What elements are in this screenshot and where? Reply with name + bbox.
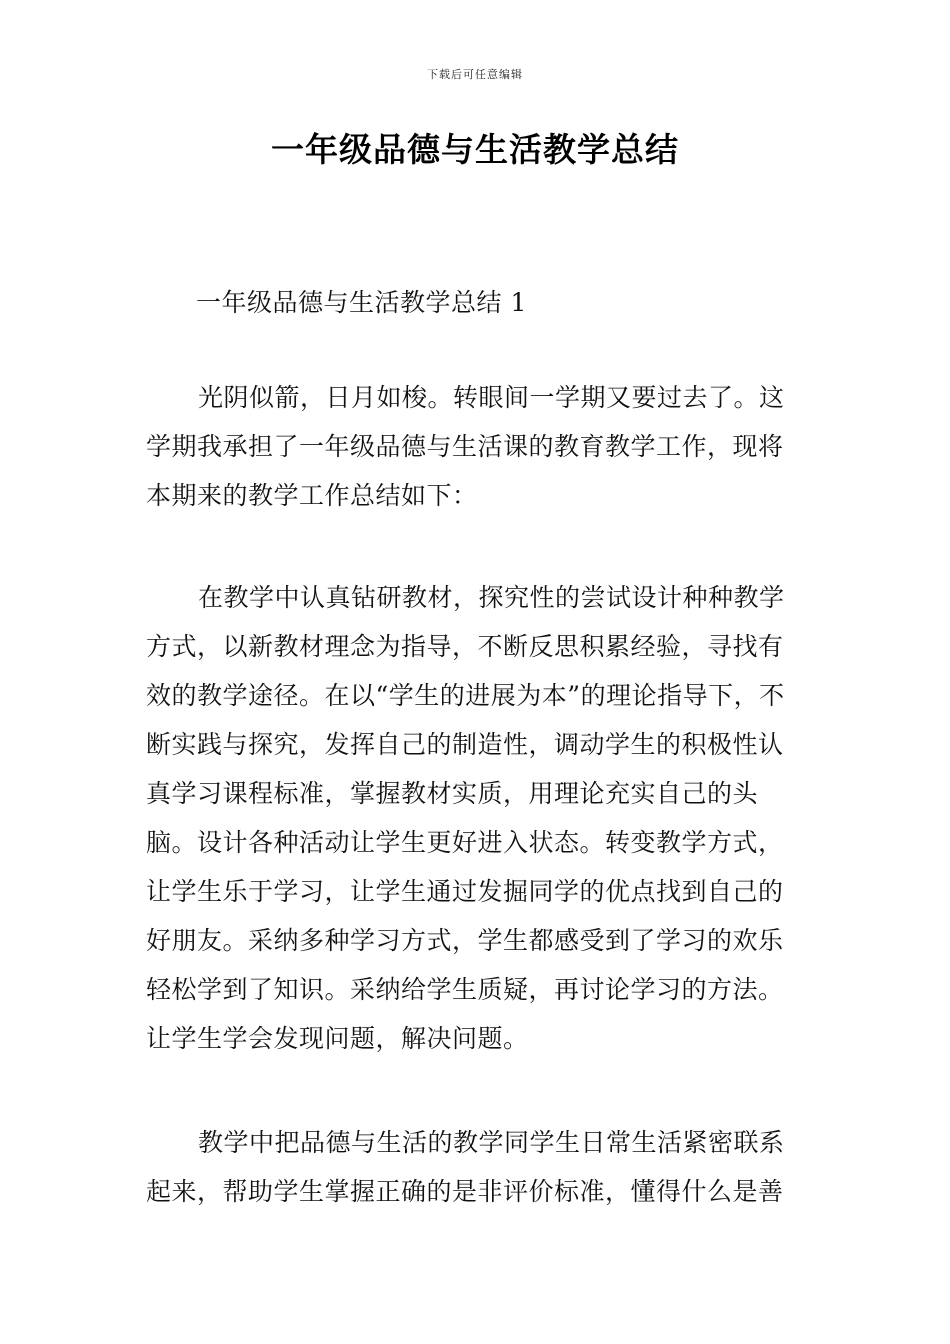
section-subheading: 一年级品德与生活教学总结 1 <box>196 288 527 317</box>
paragraph-1: 光阴似箭，日月如梭。转眼间一学期又要过去了。这学期我承担了一年级品德与生活课的教育教学工作，现将本期来的教学工作总结如下： <box>146 383 785 510</box>
paragraph-3: 教学中把品德与生活的教学同学生日常生活紧密联系起来，帮助学生掌握正确的是非评价标准，懂得什么是善 <box>146 1128 785 1206</box>
document-title: 一年级品德与生活教学总结 <box>271 130 679 169</box>
header-note: 下载后可任意编辑 <box>427 68 523 81</box>
paragraph-2: 在教学中认真钻研教材，探究性的尝试设计种种教学方式，以新教材理念为指导，不断反思积累经验，寻找有效的教学途径。在以“学生的进展为本”的理论指导下，不断实践与探究，发挥自己的制造性，调动学生的积极性认真学习课程标准，掌握教材实质，用理论充实自己的头脑。设计各种活动让学生更好进入状态。转变教学方式，让学生乐于学习，让学生通过发掘同学的优点找到自己的好朋友。采纳多种学习方式，学生都感受到了学习的欢乐轻松学到了知识。采纳给学生质疑，再讨论学习的方法。让学生学会发现问题，解决问题。 <box>146 583 785 1053</box>
